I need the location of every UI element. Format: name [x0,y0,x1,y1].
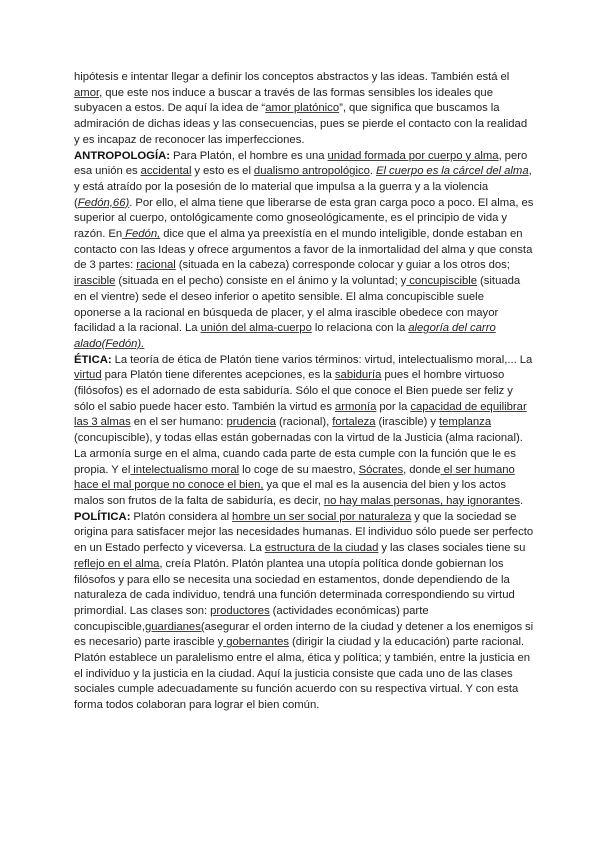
underlined-term: accidental [140,165,192,178]
text-run: Platón considera al [130,510,233,523]
text-run: ”, que significa que buscamos la admiración de dichas ideas y las consecuencias, pues se pierde el contacto con la realidad y es incapaz de reconocer las imperfecciones. [74,102,528,146]
text-run: (situada en el pecho) consiste en el ánimo y la voluntad; y [115,275,407,288]
underlined-term: fortaleza [332,416,376,429]
text-run: (concupiscible), y todas ellas están gobernadas con la virtud de la Justicia (alma racional). La armonía surge en el alma, cuando cada parte de esta cumple con la función que le es propia. Y el [74,432,523,476]
underlined-term: armonía [334,400,377,413]
text-run: que este nos induce a buscar a través de las formas sensibles los ideales que subyacen a estos. De aquí la idea de “ [74,86,494,115]
underlined-term: alegoría del carro alado(Fedón). [74,322,496,350]
underlined-term: hombre un ser social por naturaleza [232,510,412,523]
underlined-term: productores [210,604,270,617]
underlined-term: El cuerpo es la cárcel del alma [375,165,529,178]
underlined-term: el ser humano hace el mal porque no conoce el bien, [74,463,515,492]
text-run: (irascible) y [375,416,439,429]
text-run: y las clases sociales tiene su [378,542,526,555]
text-run: por la [376,400,411,413]
paragraph-antropologia [74,149,534,353]
text-run: . [520,494,524,507]
text-run: , y está atraído por la posesión de lo material que impulsa a la guerra y a la violencia ( [74,165,532,209]
underlined-term: gobernantes [223,636,290,649]
text-run: pues el hombre virtuoso (filósofos) es el adornado de esta sabiduría. Sólo el que conoce el Bien puede ser feliz y sólo el sabio puede hacer esto. También la virtud es [74,369,513,413]
underlined-term: amor, [74,86,103,99]
text-run: . Por ello, el alma tiene que liberarse de esta gran carga poco a poco. El alma, es superior al cuerpo, ontológicamente como gnoseológicamente, es el principio de vida y razón. En [74,196,534,241]
text-run: (situada en la cabeza) corresponde colocar y guiar a los otros dos; [175,259,510,272]
text-run: (actividades económicas) parte concupiscible, [74,604,429,633]
underlined-term: racional [136,259,176,272]
underlined-term: prudencia [226,416,277,429]
paragraph-etica [74,353,534,510]
text-run: y esto es el [191,165,254,178]
underlined-term: unidad formada por cuerpo y alma [327,149,499,162]
underlined-term: estructura de la ciudad [264,542,379,555]
underlined-term: intelectualismo moral [130,463,240,476]
document-body [74,70,534,714]
text-run: Para Platón, el hombre es una [170,149,328,162]
paragraph-politica [74,510,534,714]
underlined-term: Fedón, [122,228,161,241]
text-run: para Platón tiene diferentes acepciones, es la [101,369,335,382]
section-heading: ANTROPOLOGÍA: [74,149,171,162]
underlined-term: sabiduría [334,369,382,382]
text-run: (racional), [276,416,333,429]
underlined-term: capacidad de equilibrar las 3 almas [74,400,527,429]
underlined-term: guardianes( [144,620,205,633]
underlined-term: virtud [74,369,102,382]
underlined-term: reflejo en el alma, [74,557,163,570]
underlined-term: no hay malas personas, hay ignorantes [323,494,521,507]
underlined-term: dualismo antropológico [253,165,370,178]
underlined-term: amor platónico [265,102,340,115]
text-run: lo relaciona con la [311,322,409,335]
text-run: creía Platón. Platón plantea una utopía política donde gobiernan los filósofos y para ello se necesita una sociedad en estamentos, donde dependiendo de la naturaleza de cada individuo, tendrá una función determinada correspondiendo su virtud primordial. Las clases son: [74,557,515,617]
text-run: La teoría de ética de Platón tiene varios términos: virtud, intelectualismo moral,... La [111,353,533,366]
underlined-term: concupiscible [406,275,478,288]
paragraph-intro [74,70,534,149]
text-run: . [369,165,376,178]
text-run: asegurar el orden interno de la ciudad y detener a los enemigos si es necesario) parte irascible y [74,620,534,649]
text-run: hipótesis e intentar llegar a definir los conceptos abstractos y las ideas. También está el [74,71,510,83]
section-heading: ÉTICA: [74,353,112,366]
underlined-term: irascible [74,275,116,288]
underlined-term: unión del alma-cuerpo [200,322,312,335]
text-run: (situada en el vientre) sede el deseo inferior o apetito sensible. El alma concupiscible suele oponerse a la racional en búsqueda de placer, y el alma irascible obedece con mayor facilidad a la racional. La [74,275,521,335]
text-run: (dirigir la ciudad y la educación) parte racional. Platón establece un paralelismo entre el alma, ética y política; y también, entre la justicia en el individuo y la justicia en la ciudad. Aquí la justicia consiste que cada uno de las clases sociales cumple adecuadamente su función acuerdo con su respectiva virtual. Y con esta forma todos colaboran para lograr el bien común. [74,636,531,712]
text-run: , donde [403,463,441,476]
text-run: lo coge de su maestro, [239,463,359,476]
underlined-term: Sócrates [358,463,404,476]
text-run: en el ser humano: [130,416,227,429]
underlined-term: templanza [438,416,492,429]
text-run: y que la sociedad se origina para satisfacer mejor las necesidades humanas. El individuo sólo puede ser perfecto en un Estado perfecto y viceversa. La [74,510,534,555]
text-run: dice que el alma ya preexistía en el mundo inteligible, donde estaban en contacto con las Ideas y ofrece argumentos a favor de la inmortalidad del alma y que consta de 3 partes: [74,228,533,272]
text-run: ya que el mal es la ausencia del bien y los actos malos son frutos de la falta de sabiduría, es decir, [74,479,507,507]
section-heading: POLÍTICA: [74,510,131,523]
underlined-term: Fedón,66) [77,196,130,209]
text-run: , pero esa unión es [74,149,528,178]
